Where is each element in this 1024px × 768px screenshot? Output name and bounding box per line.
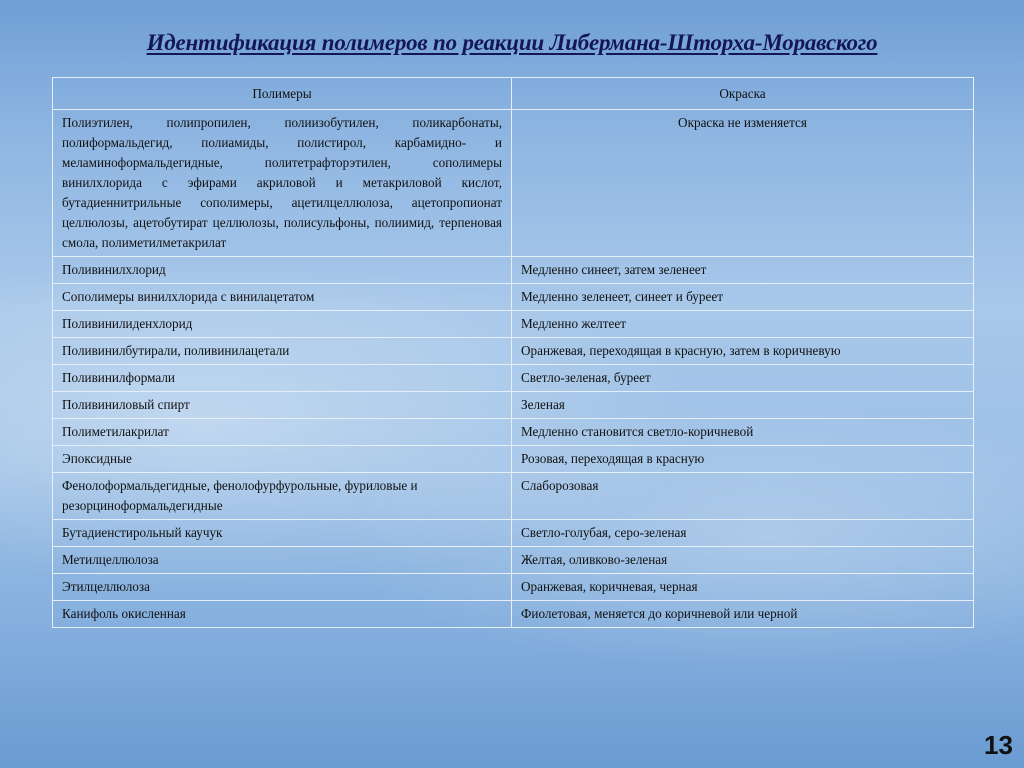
header-coloration: Окраска [512,78,974,110]
polymer-cell: Сополимеры винилхлорида с винилацетатом [53,284,512,311]
polymer-cell: Канифоль окисленная [53,601,512,628]
coloration-cell: Желтая, оливково-зеленая [512,547,974,574]
table-row [53,284,974,311]
table-row [53,365,974,392]
table-row [53,338,974,365]
coloration-cell: Розовая, переходящая в красную [512,446,974,473]
table-row [53,257,974,284]
polymer-cell: Поливиниловый спирт [53,392,512,419]
table-row [53,520,974,547]
header-polymers: Полимеры [53,78,512,110]
polymer-cell: Поливинилформали [53,365,512,392]
polymer-cell: Метилцеллюлоза [53,547,512,574]
coloration-cell: Медленно становится светло-коричневой [512,419,974,446]
table-row [53,473,974,520]
polymer-cell: Полиэтилен, полипропилен, полиизобутилен, поликарбонаты, полиформальдегид, полиамиды, полистирол, карбамидно- и меламиноформальдегидные, политетрафторэтилен, сополимеры винилхлорида с эфирами акриловой и метакриловой кислот, бутадиеннитрильные сополимеры, ацетилцеллюлоза, ацетопропионат целлюлозы, ацетобутират целлюлозы, полисульфоны, полиимид, терпеновая смола, полиметилметакрилат [53,110,512,257]
polymer-cell: Эпоксидные [53,446,512,473]
table-header-row [53,78,974,110]
coloration-cell: Медленно зеленеет, синеет и буреет [512,284,974,311]
polymer-cell: Бутадиенстирольный каучук [53,520,512,547]
page-title: Идентификация полимеров по реакции Либермана-Шторха-Моравского [146,30,878,55]
coloration-cell: Окраска не изменяется [512,110,974,257]
coloration-cell: Оранжевая, коричневая, черная [512,574,974,601]
coloration-cell: Слаборозовая [512,473,974,520]
table-row [53,547,974,574]
table-row [53,419,974,446]
polymer-cell: Поливинилхлорид [53,257,512,284]
table-row [53,311,974,338]
table-row [53,110,974,257]
polymer-cell: Этилцеллюлоза [53,574,512,601]
polymer-cell: Полиметилакрилат [53,419,512,446]
coloration-cell: Зеленая [512,392,974,419]
table-row [53,446,974,473]
page-number: 13 [984,730,1013,760]
coloration-cell: Медленно синеет, затем зеленеет [512,257,974,284]
polymer-identification-table [52,77,974,628]
polymer-cell: Поливинилбутирали, поливинилацетали [53,338,512,365]
coloration-cell: Фиолетовая, меняется до коричневой или черной [512,601,974,628]
coloration-cell: Медленно желтеет [512,311,974,338]
coloration-cell: Светло-голубая, серо-зеленая [512,520,974,547]
table-row [53,392,974,419]
polymer-cell: Фенолоформальдегидные, фенолофурфурольные, фуриловые и резорциноформальдегидные [53,473,512,520]
table-row [53,574,974,601]
table-row [53,601,974,628]
coloration-cell: Светло-зеленая, буреет [512,365,974,392]
coloration-cell: Оранжевая, переходящая в красную, затем в коричневую [512,338,974,365]
polymer-cell: Поливинилиденхлорид [53,311,512,338]
